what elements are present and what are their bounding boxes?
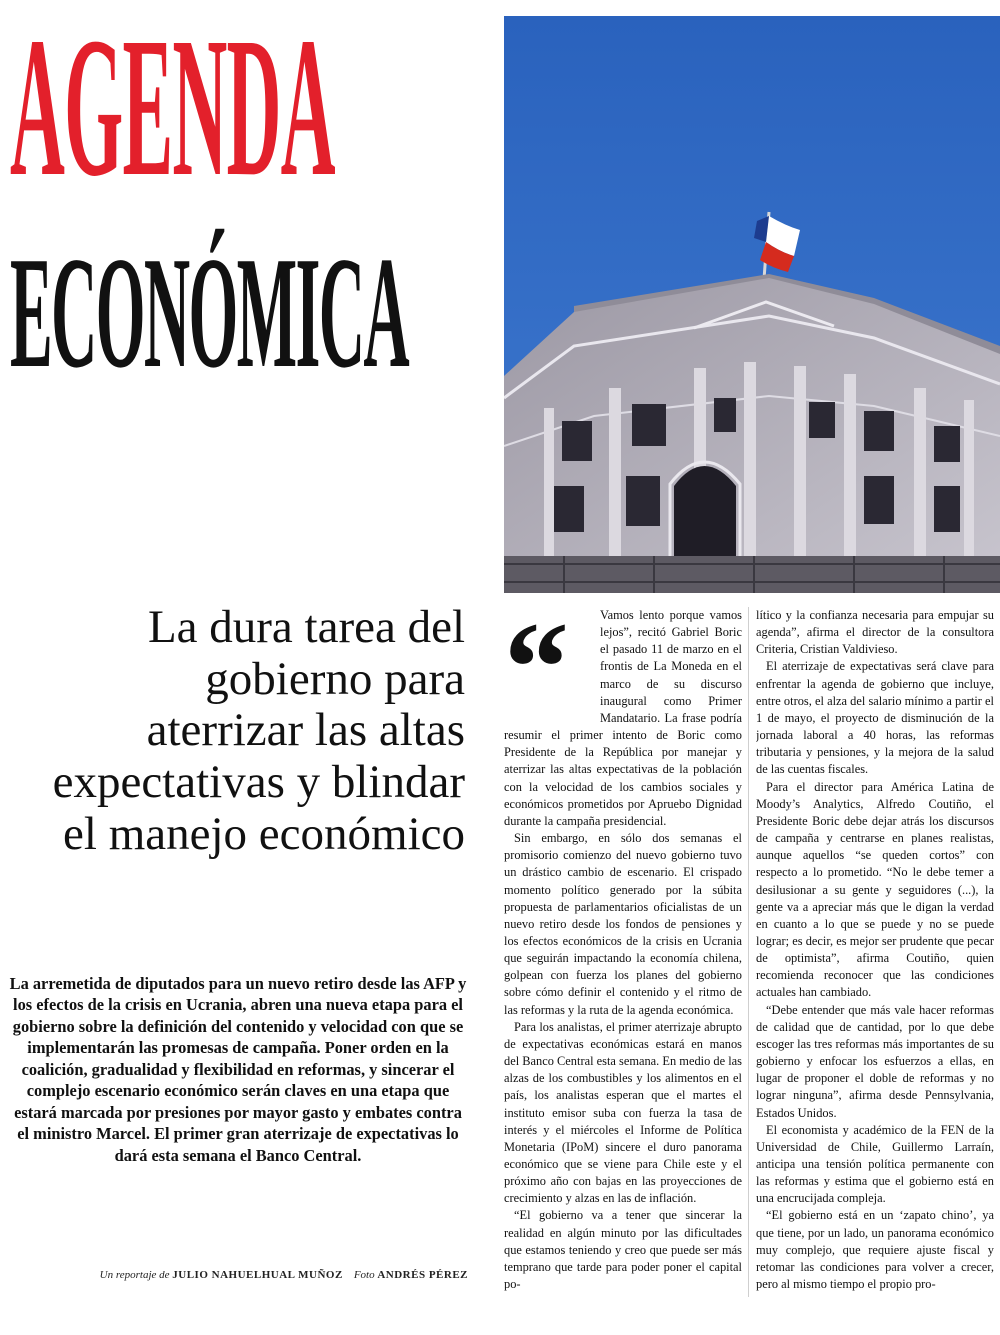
paragraph: El economista y académico de la FEN de la Universidad de Chile, Guillermo Larraín, anticipa una tensión política permanente con las reformas y estima que el gobierno está en una encrucijada compleja. <box>756 1122 994 1206</box>
byline <box>40 1269 468 1281</box>
la-moneda-photo <box>504 16 1000 593</box>
paragraph: “El gobierno está en un ‘zapato chino’, ya que tiene, por un lado, un panorama económico muy complejo, que requiere ajuste fiscal y retomar las condiciones para volver a crecer, pero al mismo tiempo el propio pro- <box>756 1208 994 1292</box>
column-divider <box>748 607 749 1297</box>
article-lede: La arremetida de diputados para un nuevo retiro desde las AFP y los efectos de la crisis en Ucrania, abren una nueva etapa para el gobierno sobre la definición del contenido y velocidad con que se implementarán las promesas de campaña. Poner orden en la coalición, gradualidad y flexibilidad en reformas, y sincerar el complejo escenario económico serán claves en una etapa que estará marcada por presiones por mayor gasto y embates contra el ministro Marcel. El primer gran aterrizaje de expectativas lo dará esta semana el Banco Central. <box>9 974 467 1165</box>
article-column-2 <box>756 607 994 1297</box>
drop-quote-mark: “ <box>504 607 563 740</box>
title-line-1: AGENDA <box>10 0 335 218</box>
building-illustration <box>504 16 1000 593</box>
paragraph: “El gobierno va a tener que sincerar la realidad en algún minuto por las dificultades que estamos teniendo y creo que puede ser más temprano que tarde para poder poner el capital po- <box>504 1208 742 1292</box>
author-name: JULIO NAHUELHUAL MUÑOZ <box>172 1269 343 1281</box>
article-subtitle: La dura tarea del gobierno para aterrizar las altas expectativas y blindar el manejo económico <box>52 601 465 860</box>
report-label: Un reportaje de <box>99 1269 170 1281</box>
paragraph: Para los analistas, el primer aterrizaje abrupto de expectativas económicas estará en manos del Banco Central esta semana. En medio de las alzas de los combustibles y los alimentos en el país, los analistas esperan que el martes el instituto emisor suba con fuerza la tasa de interés y el miércoles el Informe de Política Monetaria (IPoM) sincere el duro panorama económico que se viene para Chile este y el próximo año con bajas en las proyecciones de crecimiento y alzas en las de inflación. <box>504 1019 742 1206</box>
paragraph: El aterrizaje de expectativas será clave para enfrentar la agenda de gobierno que incluye, entre otros, el alza del salario mínimo a partir el 1 de mayo, el proyecto de disminución de la jornada laboral a 40 horas, las reformas tributaria y pensiones, y la mejora de la salud de las cuentas fiscales. <box>756 659 994 777</box>
photographer-name: ANDRÉS PÉREZ <box>377 1269 468 1281</box>
article-column-1 <box>504 607 742 1297</box>
paragraph: Sin embargo, en sólo dos semanas el promisorio comienzo del nuevo gobierno tuvo un drástico cambio de escenario. El crispado momento político generado por la súbita propuesta de parlamentarios oficialistas de un nuevo retiro desde los fondos de pensiones y los efectos económicos de la crisis en Ucrania que seguirán impactando la economía chilena, golpean con fuerza los planes del gobierno sobre cómo definir el contenido y el ritmo de las reformas y la ruta de la agenda económica. <box>504 831 742 1017</box>
paragraph: Para el director para América Latina de Moody’s Analytics, Alfredo Coutiño, el Presidente Boric debe dejar atrás los discursos de campaña y centrarse en planes realistas, aunque aquellos “se queden cortos” con respecto a lo prometido. “No le debe temer a desilusionar a su gente y seguidores (...), la gente va a apreciar más que le digan la verdad en cuanto a lo que se puede y no se puede lograr; es decir, es mejor ser prudente que pecar de optimista”, afirma Coutiño, quien recomienda reconocer que las condiciones actuales han cambiado. <box>756 779 994 1000</box>
paragraph: “Debe entender que más vale hacer reformas de calidad que de cantidad, por lo que debe escoger las tres reformas más importantes de su gobierno y enfocar los esfuerzos a ellas, en lugar de proponer el doble de reformas y no lograr ninguna”, afirma desde Pennsylvania, Estados Unidos. <box>756 1002 994 1120</box>
photo-label: Foto <box>353 1269 375 1281</box>
paragraph: lítico y la confianza necesaria para empujar su agenda”, afirma el director de la consultora Criteria, Cristian Valdivieso. <box>756 608 994 657</box>
paragraph: Vamos lento porque vamos lejos”, recitó Gabriel Boric el pasado 11 de marzo en el frontis de La Moneda en el marco de su discurso inaugural como Primer Mandatario. La frase podría resumir el primer intento de Boric como Presidente de la República por manejar y aterrizar las altas expectativas de la población con la velocidad de los cambios sociales y económicos prometidos por Apruebo Dignidad durante la campaña presidencial. <box>504 608 742 828</box>
title-line-2: ECONÓMICA <box>10 223 409 401</box>
